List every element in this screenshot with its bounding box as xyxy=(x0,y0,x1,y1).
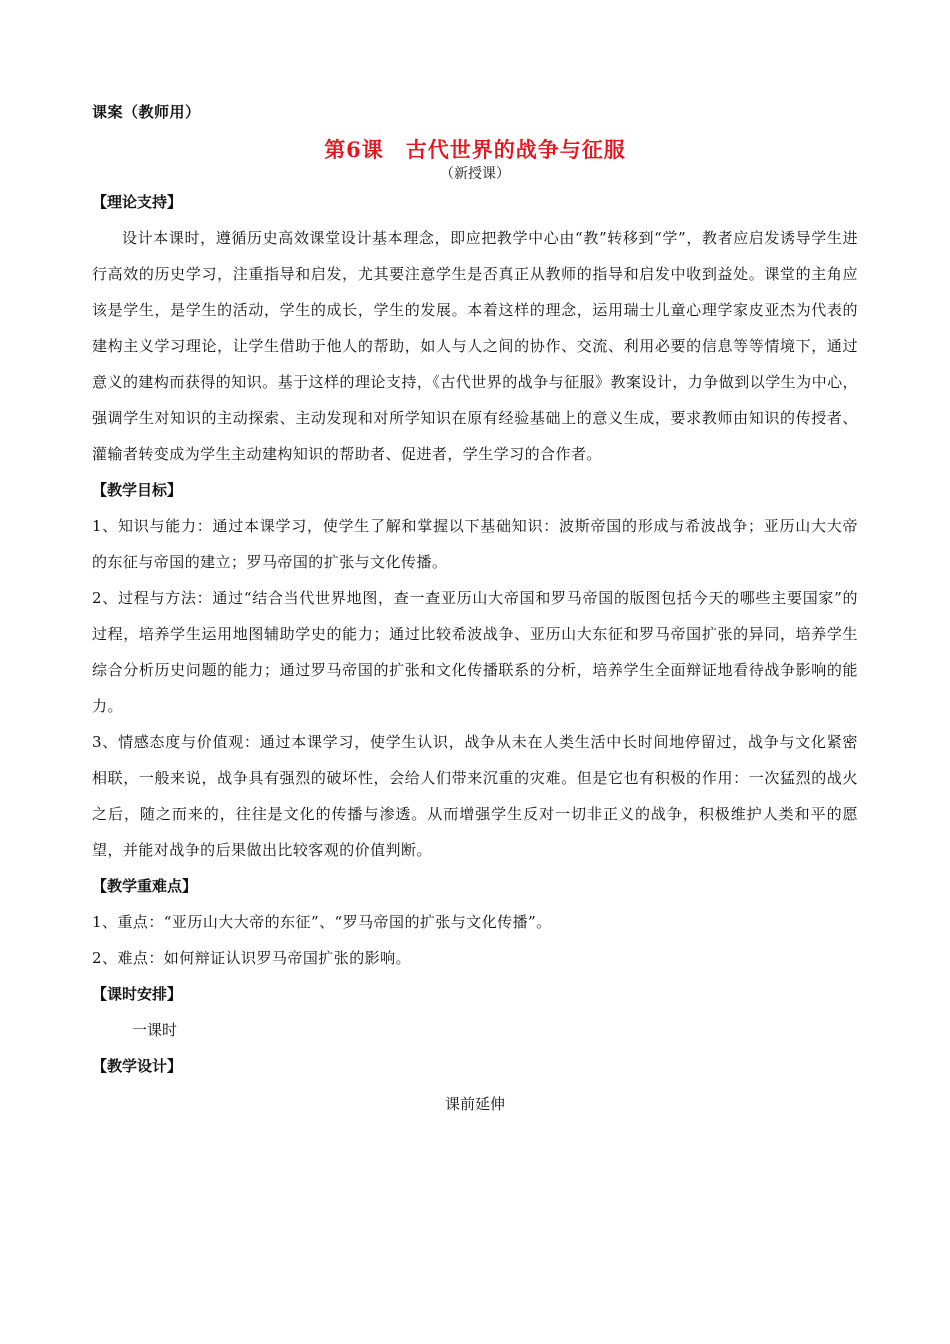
lesson-subtitle: （新授课） xyxy=(440,166,510,182)
section-heading-theory: 【理论支持】 xyxy=(92,193,183,211)
keypoint-item-focus: 1、重点：“亚历山大大帝的东征”、“罗马帝国的扩张与文化传播”。 xyxy=(92,913,552,931)
document-body xyxy=(92,184,858,1122)
section-heading-goals: 【教学目标】 xyxy=(92,481,183,499)
section-heading-keypoints: 【教学重难点】 xyxy=(92,877,198,895)
section-heading-design: 【教学设计】 xyxy=(92,1057,183,1075)
goal-item-process: 2、过程与方法：通过“结合当代世界地图，查一查亚历山大帝国和罗马帝国的版图包括今天的哪些主要国家”的过程，培养学生运用地图辅助学史的能力；通过比较希波战争、亚历山大东征和罗马帝国扩张的异同，培养学生综合分析历史问题的能力；通过罗马帝国的扩张和文化传播联系的分析，培养学生全面辩证地看待战争影响的能力。 xyxy=(92,589,858,715)
keypoint-item-difficulty: 2、难点：如何辩证认识罗马帝国扩张的影响。 xyxy=(92,949,411,967)
goal-item-knowledge: 1、知识与能力：通过本课学习，使学生了解和掌握以下基础知识：波斯帝国的形成与希波战争；亚历山大大帝的东征与帝国的建立；罗马帝国的扩张与文化传播。 xyxy=(92,517,858,571)
theory-paragraph: 设计本课时，遵循历史高效课堂设计基本理念，即应把教学中心由“教”转移到“学”，教者应启发诱导学生进行高效的历史学习，注重指导和启发，尤其要注意学生是否真正从教师的指导和启发中收到益处。课堂的主角应该是学生，是学生的活动，学生的成长，学生的发展。本着这样的理念，运用瑞士儿童心理学家皮亚杰为代表的建构主义学习理论，让学生借助于他人的帮助，如人与人之间的协作、交流、利用必要的信息等等情境下，通过意义的建构而获得的知识。基于这样的理论支持，《古代世界的战争与征服》教案设计，力争做到以学生为中心，强调学生对知识的主动探索、主动发现和对所学知识在原有经验基础上的意义生成，要求教师由知识的传授者、灌输者转变成为学生主动建构知识的帮助者、促进者，学生学习的合作者。 xyxy=(92,229,858,463)
document-label: 课案（教师用） xyxy=(92,103,201,121)
lesson-title: 第6课 古代世界的战争与征服 xyxy=(324,137,626,162)
goal-item-attitude: 3、情感态度与价值观：通过本课学习，使学生认识，战争从未在人类生活中长时间地停留过，战争与文化紧密相联，一般来说，战争具有强烈的破坏性，会给人们带来沉重的灾难。但是它也有积极的作用：一次猛烈的战火之后，随之而来的，往往是文化的传播与渗透。从而增强学生反对一切非正义的战争，积极维护人类和平的愿望，并能对战争的后果做出比较客观的价值判断。 xyxy=(92,733,858,859)
schedule-text: 一课时 xyxy=(132,1021,178,1039)
section-heading-schedule: 【课时安排】 xyxy=(92,985,183,1003)
design-subheading: 课前延伸 xyxy=(444,1095,505,1113)
